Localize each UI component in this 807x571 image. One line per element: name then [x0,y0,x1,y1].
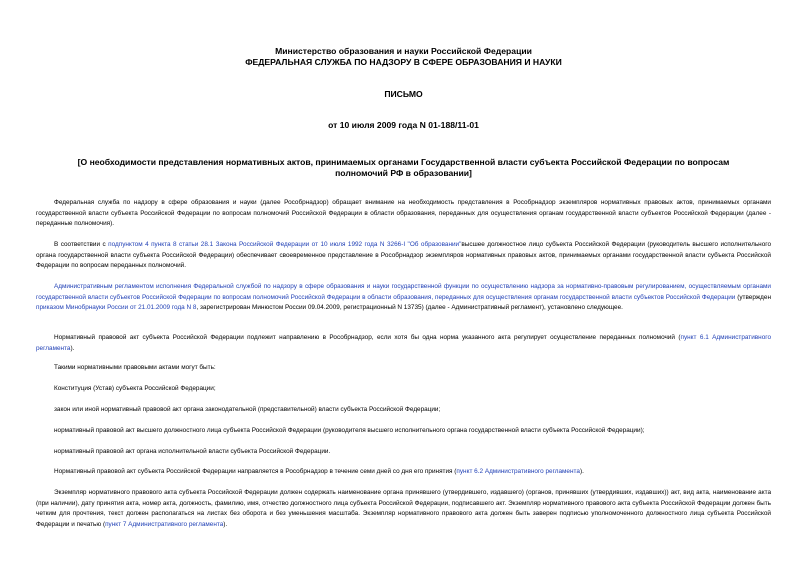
order-link[interactable]: приказом Минобрнауки России от 21.01.2009 года N 8 [36,304,197,312]
paragraph-acts-list-intro: Такими нормативными правовыми актами могут быть: [54,364,216,371]
paragraph-deadline: Нормативный правовой акт субъекта Российской Федерации направляется в Рособрнадзор в течение семи дней со дня его принятия (пункт 6.2 Административного регламента). [54,468,584,475]
document-date: от 10 июля 2009 года N 01-188/11-01 [328,120,479,130]
paragraph-regulation: Административным регламентом исполнения Федеральной службой по надзору в сфере образования и науки государственной функции по осуществлению надзора за нормативно-правовым регулированием, осуществляемым органами государственной власти субъектов Российской Федерации по вопросам полномочий Российской Федерации в области образования, переданных для осуществления органам государственной власти субъектов Российской Федерации (утвержден приказом Минобрнауки России от 21.01.2009 года N 8, зарегистрирован Минюстом России 09.04.2009, регистрационный N 13735) (далее - Административный регламент), установлено следующее. [36,283,771,312]
paragraph-submission-rule: Нормативный правовой акт субъекта Российской Федерации подлежит направлению в Рособрнадзор, если хотя бы одна норма указанного акта регулирует осуществление переданных полномочий (пункт 6.1 Административного регламента). [36,334,772,352]
clause-7-link[interactable]: пункт 7 Административного регламента [105,520,224,528]
law-link[interactable]: подпунктом 4 пункта 8 статьи 28.1 Закона Российской Федерации от 10 июля 1992 года N 3266-I "Об образовании" [108,241,462,248]
service-name: ФЕДЕРАЛЬНАЯ СЛУЖБА ПО НАДЗОРУ В СФЕРЕ ОБРАЗОВАНИЯ И НАУКИ [245,57,562,67]
list-item-executive-act: нормативный правовой акт органа исполнительной власти субъекта Российской Федерации. [54,448,331,455]
paragraph-intro-text: Федеральная служба по надзору в сфере образования и науки (далее Рособрнадзор) обращает внимание на необходимость представления в Рособрнадзор экземпляров нормативных правовых актов, принимаемых органами государственной власти субъекта Российской Федерации по вопросам полномочий Российской Федерации в области образования, переданных для осуществления органам государственной власти субъектов Российской Федерации (далее - переданные полномочия). [36,199,771,228]
paragraph-requirements: Экземпляр нормативного правового акта субъекта Российской Федерации должен содержать наименование органа принявшего (утвердившего, издавшего) (органов, принявших (утвердивших, издавших)) акт, вид акта, наименование акта (при наличии), дату принятия акта, номер акта, должность, фамилию, имя, отчество должностного лица субъекта Российской Федерации, подписавшего акт. Экземпляр нормативного правового акта субъекта Российской Федерации должен быть четким для прочтения, текст должен располагаться на листах без оборота и без уменьшения масштаба. Экземпляр нормативного правового акта должен быть заверен подписью уполномоченного должностного лица субъекта Российской Федерации и печатью (пункт 7 Административного регламента). [36,489,771,528]
list-item-constitution: Конституция (Устав) субъекта Российской Федерации; [54,385,216,392]
list-item-governor-act: нормативный правовой акт высшего должностного лица субъекта Российской Федерации (руководителя высшего исполнительного органа государственной власти субъекта Российской Федерации); [54,427,645,434]
clause-6-2-link[interactable]: пункт 6.2 Административного регламента [456,468,580,475]
paragraph-intro [36,198,771,230]
document-title: [О необходимости представления нормативных актов, принимаемых органами Государственной власти субъекта Российской Федерации по вопросам полномочий РФ в образовании] [77,157,730,178]
regulation-link[interactable]: Административным регламентом исполнения Федеральной службой по надзору в сфере образования и науки государственной функции по осуществлению надзора за нормативно-правовым регулированием, осуществляемым органами государственной власти субъектов Российской Федерации по вопросам полномочий Российской Федерации в области образования, переданных для осуществления органам государственной власти субъектов Российской Федерации [36,283,771,301]
paragraph-legal-basis: В соответствии с подпунктом 4 пункта 8 статьи 28.1 Закона Российской Федерации от 10 июля 1992 года N 3266-I "Об образовании"высшее должностное лицо субъекта Российской Федерации (руководитель высшего исполнительного органа государственной власти субъекта Российской Федерации) обеспечивает своевременное представление в Рособрнадзор экземпляров нормативных правовых актов, принимаемых органами государственной власти субъекта Российской Федерации по вопросам переданных полномочий. [36,241,772,270]
list-item-law: закон или иной нормативный правовой акт органа законодательной (представительной) власти субъекта Российской Федерации; [54,406,441,413]
ministry-name: Министерство образования и науки Российской Федерации [275,46,532,56]
document-type: ПИСЬМО [384,89,423,99]
clause-6-1-link[interactable]: пункт 6.1 Административного регламента [36,334,772,352]
